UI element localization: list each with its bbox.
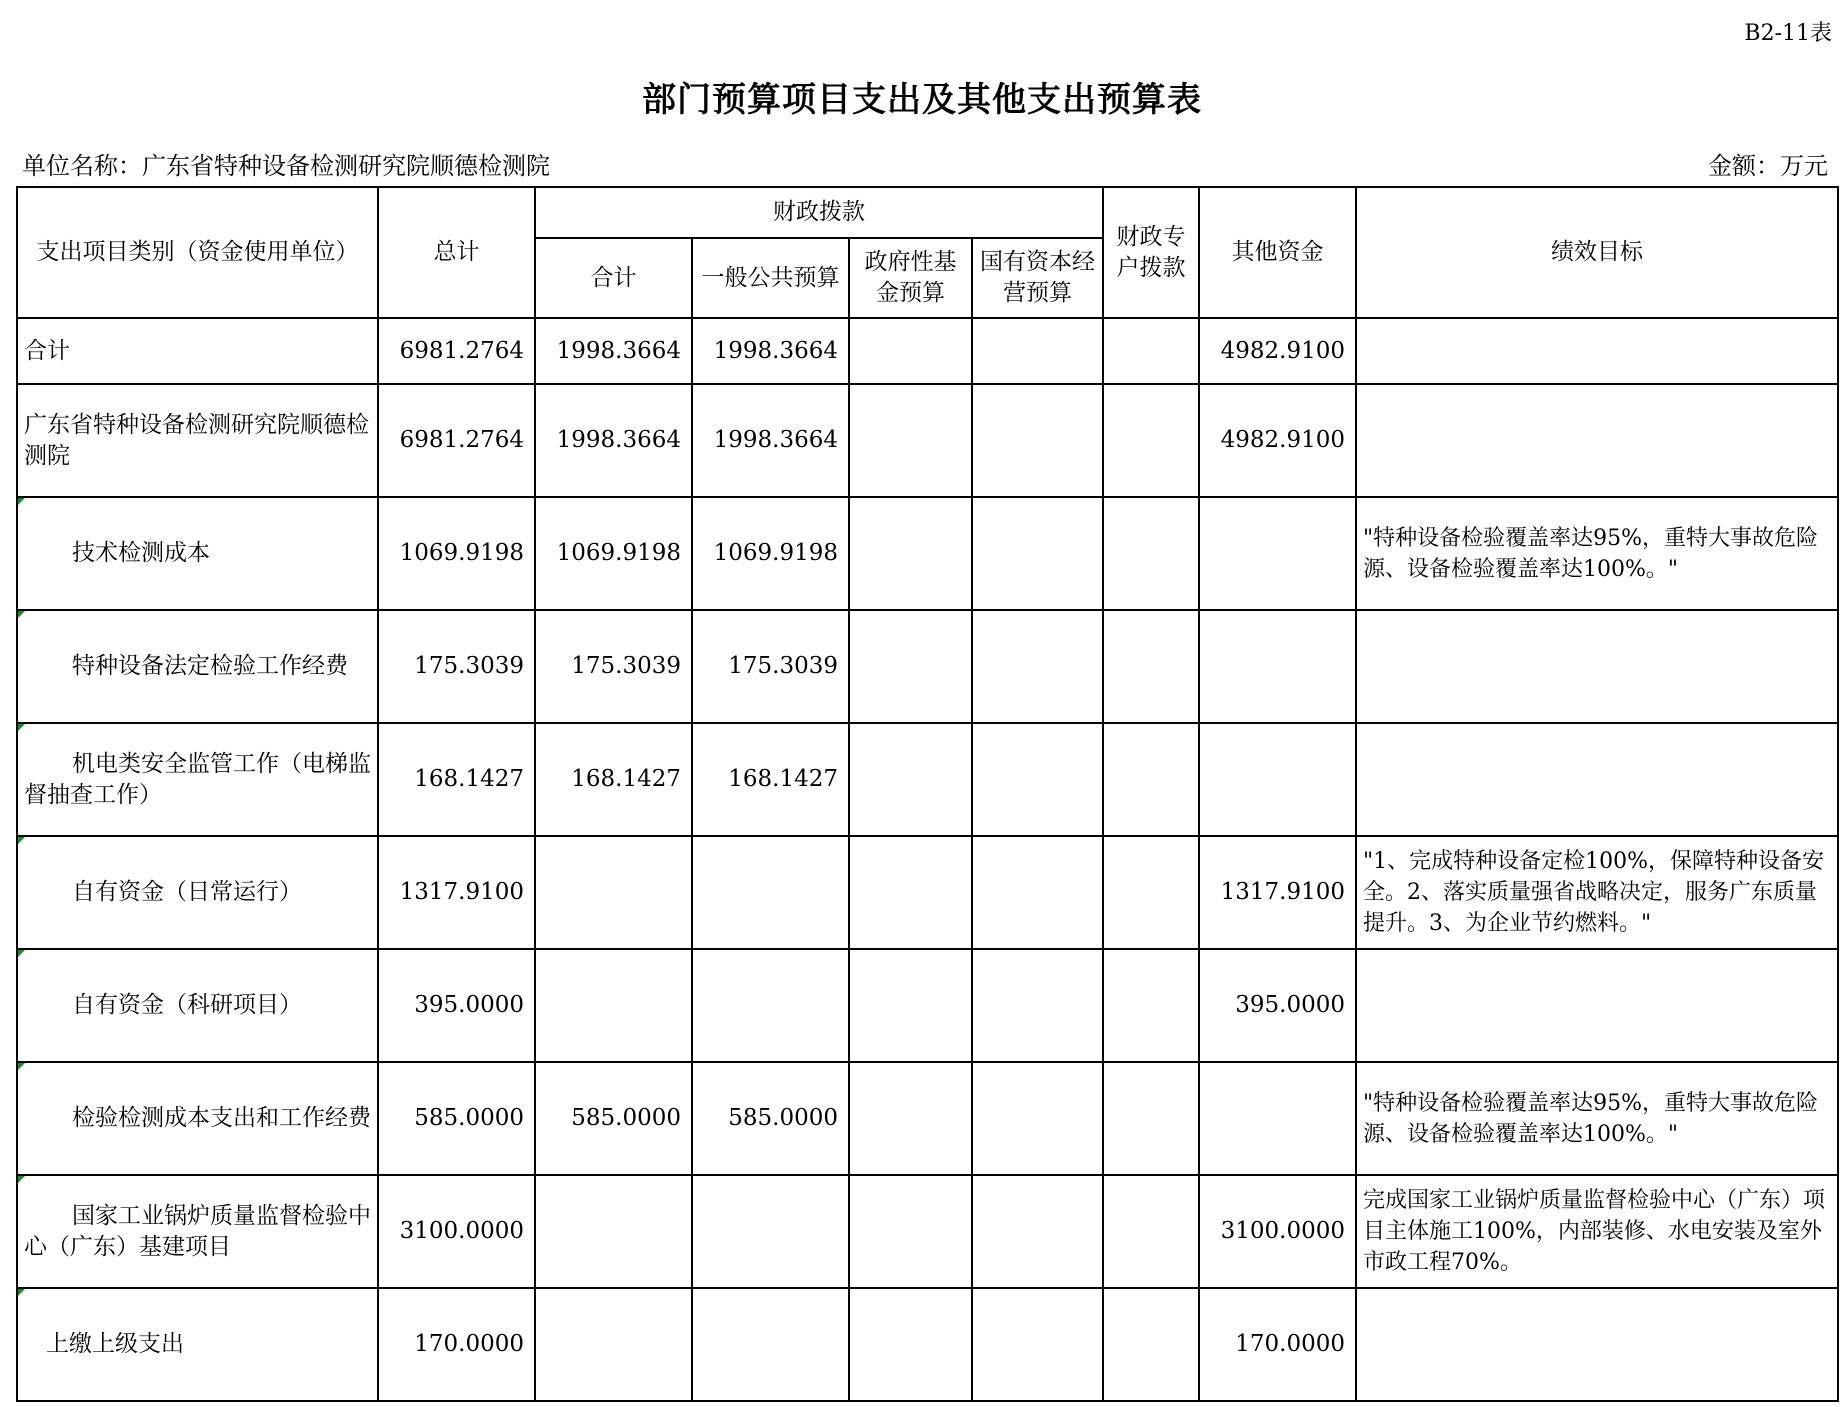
row-gov-fund <box>849 723 972 836</box>
row-fiscal-subtotal: 1998.3664 <box>535 384 692 497</box>
header-perf-goal: 绩效目标 <box>1356 187 1838 318</box>
unit-name: 单位名称：广东省特种设备检测研究院顺德检测院 <box>22 152 550 180</box>
header-row-1 <box>17 187 1838 238</box>
row-gov-fund <box>849 1288 972 1401</box>
table-row <box>17 318 1838 384</box>
row-perf-goal <box>1356 723 1838 836</box>
row-total: 170.0000 <box>378 1288 535 1401</box>
header-special-account: 财政专户拨款 <box>1103 187 1199 318</box>
row-general-budget <box>692 836 849 949</box>
row-name <box>17 723 378 836</box>
row-total: 1317.9100 <box>378 836 535 949</box>
row-other-funds: 3100.0000 <box>1199 1175 1356 1288</box>
row-fiscal-subtotal <box>535 1175 692 1288</box>
row-gov-fund <box>849 836 972 949</box>
row-other-funds: 395.0000 <box>1199 949 1356 1062</box>
table-row <box>17 384 1838 497</box>
cell-comment-marker <box>18 611 25 618</box>
row-general-budget: 1998.3664 <box>692 318 849 384</box>
row-perf-goal <box>1356 610 1838 723</box>
row-name: 技术检测成本 <box>17 497 378 610</box>
cell-comment-marker <box>18 950 25 957</box>
row-name <box>17 1062 378 1175</box>
row-gov-fund <box>849 1062 972 1175</box>
row-other-funds: 1317.9100 <box>1199 836 1356 949</box>
row-state-capital <box>972 318 1103 384</box>
row-special-account <box>1103 1062 1199 1175</box>
cell-comment-marker <box>18 724 25 731</box>
header-total: 总计 <box>378 187 535 318</box>
row-general-budget: 175.3039 <box>692 610 849 723</box>
row-perf-goal <box>1356 384 1838 497</box>
row-general-budget: 168.1427 <box>692 723 849 836</box>
table-row <box>17 1062 1838 1175</box>
row-special-account <box>1103 384 1199 497</box>
row-special-account <box>1103 610 1199 723</box>
cell-comment-marker <box>18 498 25 505</box>
row-general-budget <box>692 1288 849 1401</box>
row-general-budget: 1998.3664 <box>692 384 849 497</box>
row-state-capital <box>972 610 1103 723</box>
row-state-capital <box>972 1288 1103 1401</box>
row-fiscal-subtotal <box>535 949 692 1062</box>
row-total: 3100.0000 <box>378 1175 535 1288</box>
cell-comment-marker <box>18 1289 25 1296</box>
row-name: 特种设备法定检验工作经费 <box>17 610 378 723</box>
budget-table <box>16 186 1839 1402</box>
row-total: 395.0000 <box>378 949 535 1062</box>
row-state-capital <box>972 723 1103 836</box>
row-special-account <box>1103 1288 1199 1401</box>
row-name: 广东省特种设备检测研究院顺德检测院 <box>17 384 378 497</box>
row-general-budget: 1069.9198 <box>692 497 849 610</box>
page-title: 部门预算项目支出及其他支出预算表 <box>642 80 1202 120</box>
header-fiscal-subtotal: 合计 <box>535 238 692 318</box>
row-name: 合计 <box>17 318 378 384</box>
row-special-account <box>1103 723 1199 836</box>
row-general-budget: 585.0000 <box>692 1062 849 1175</box>
row-gov-fund <box>849 610 972 723</box>
row-gov-fund <box>849 1175 972 1288</box>
row-other-funds <box>1199 1062 1356 1175</box>
table-row <box>17 1288 1838 1401</box>
header-gov-fund: 政府性基金预算 <box>849 238 972 318</box>
table-row <box>17 836 1838 949</box>
row-total: 6981.2764 <box>378 384 535 497</box>
row-fiscal-subtotal <box>535 836 692 949</box>
row-name-text: 检验检测成本支出和工作经费 <box>72 1105 371 1131</box>
row-name: 自有资金（科研项目） <box>17 949 378 1062</box>
row-total: 1069.9198 <box>378 497 535 610</box>
row-other-funds <box>1199 723 1356 836</box>
row-name-text: 国家工业锅炉质量监督检验中心（广东）基建项目 <box>24 1202 371 1260</box>
table-body <box>17 318 1838 1401</box>
row-general-budget <box>692 1175 849 1288</box>
row-special-account <box>1103 497 1199 610</box>
row-special-account <box>1103 836 1199 949</box>
row-gov-fund <box>849 384 972 497</box>
table-row <box>17 723 1838 836</box>
row-gov-fund <box>849 318 972 384</box>
row-fiscal-subtotal: 1998.3664 <box>535 318 692 384</box>
row-special-account <box>1103 1175 1199 1288</box>
form-code: B2-11表 <box>1744 21 1832 46</box>
row-name: 上缴上级支出 <box>17 1288 378 1401</box>
row-other-funds: 4982.9100 <box>1199 384 1356 497</box>
row-other-funds <box>1199 497 1356 610</box>
row-other-funds: 4982.9100 <box>1199 318 1356 384</box>
row-state-capital <box>972 836 1103 949</box>
row-fiscal-subtotal: 1069.9198 <box>535 497 692 610</box>
row-fiscal-subtotal: 585.0000 <box>535 1062 692 1175</box>
row-gov-fund <box>849 497 972 610</box>
cell-comment-marker <box>18 837 25 844</box>
row-fiscal-subtotal: 175.3039 <box>535 610 692 723</box>
row-other-funds <box>1199 610 1356 723</box>
header-general-budget: 一般公共预算 <box>692 238 849 318</box>
row-state-capital <box>972 1175 1103 1288</box>
row-perf-goal <box>1356 949 1838 1062</box>
header-other-funds: 其他资金 <box>1199 187 1356 318</box>
header-category: 支出项目类别（资金使用单位） <box>17 187 378 318</box>
header-state-capital: 国有资本经营预算 <box>972 238 1103 318</box>
amount-unit: 金额：万元 <box>1708 152 1828 180</box>
row-fiscal-subtotal <box>535 1288 692 1401</box>
row-special-account <box>1103 318 1199 384</box>
header-fiscal-group: 财政拨款 <box>535 187 1103 238</box>
row-perf-goal: "特种设备检验覆盖率达95%，重特大事故危险源、设备检验覆盖率达100%。" <box>1356 1062 1838 1175</box>
table-row <box>17 497 1838 610</box>
cell-comment-marker <box>18 1063 25 1070</box>
row-state-capital <box>972 1062 1103 1175</box>
row-gov-fund <box>849 949 972 1062</box>
row-perf-goal <box>1356 1288 1838 1401</box>
row-state-capital <box>972 384 1103 497</box>
table-row <box>17 949 1838 1062</box>
table-row <box>17 1175 1838 1288</box>
row-special-account <box>1103 949 1199 1062</box>
row-total: 585.0000 <box>378 1062 535 1175</box>
row-state-capital <box>972 949 1103 1062</box>
row-other-funds: 170.0000 <box>1199 1288 1356 1401</box>
cell-comment-marker <box>18 1176 25 1183</box>
row-name <box>17 1175 378 1288</box>
row-perf-goal: 完成国家工业锅炉质量监督检验中心（广东）项目主体施工100%，内部装修、水电安装及室外市政工程70%。 <box>1356 1175 1838 1288</box>
table-row <box>17 610 1838 723</box>
row-state-capital <box>972 497 1103 610</box>
row-general-budget <box>692 949 849 1062</box>
row-name-text: 机电类安全监管工作（电梯监督抽查工作） <box>24 750 371 808</box>
row-perf-goal: "特种设备检验覆盖率达95%，重特大事故危险源、设备检验覆盖率达100%。" <box>1356 497 1838 610</box>
row-name: 自有资金（日常运行） <box>17 836 378 949</box>
row-total: 175.3039 <box>378 610 535 723</box>
row-total: 168.1427 <box>378 723 535 836</box>
row-fiscal-subtotal: 168.1427 <box>535 723 692 836</box>
row-perf-goal: "1、完成特种设备定检100%，保障特种设备安全。2、落实质量强省战略决定，服务广东质量提升。3、为企业节约燃料。" <box>1356 836 1838 949</box>
row-perf-goal <box>1356 318 1838 384</box>
row-total: 6981.2764 <box>378 318 535 384</box>
